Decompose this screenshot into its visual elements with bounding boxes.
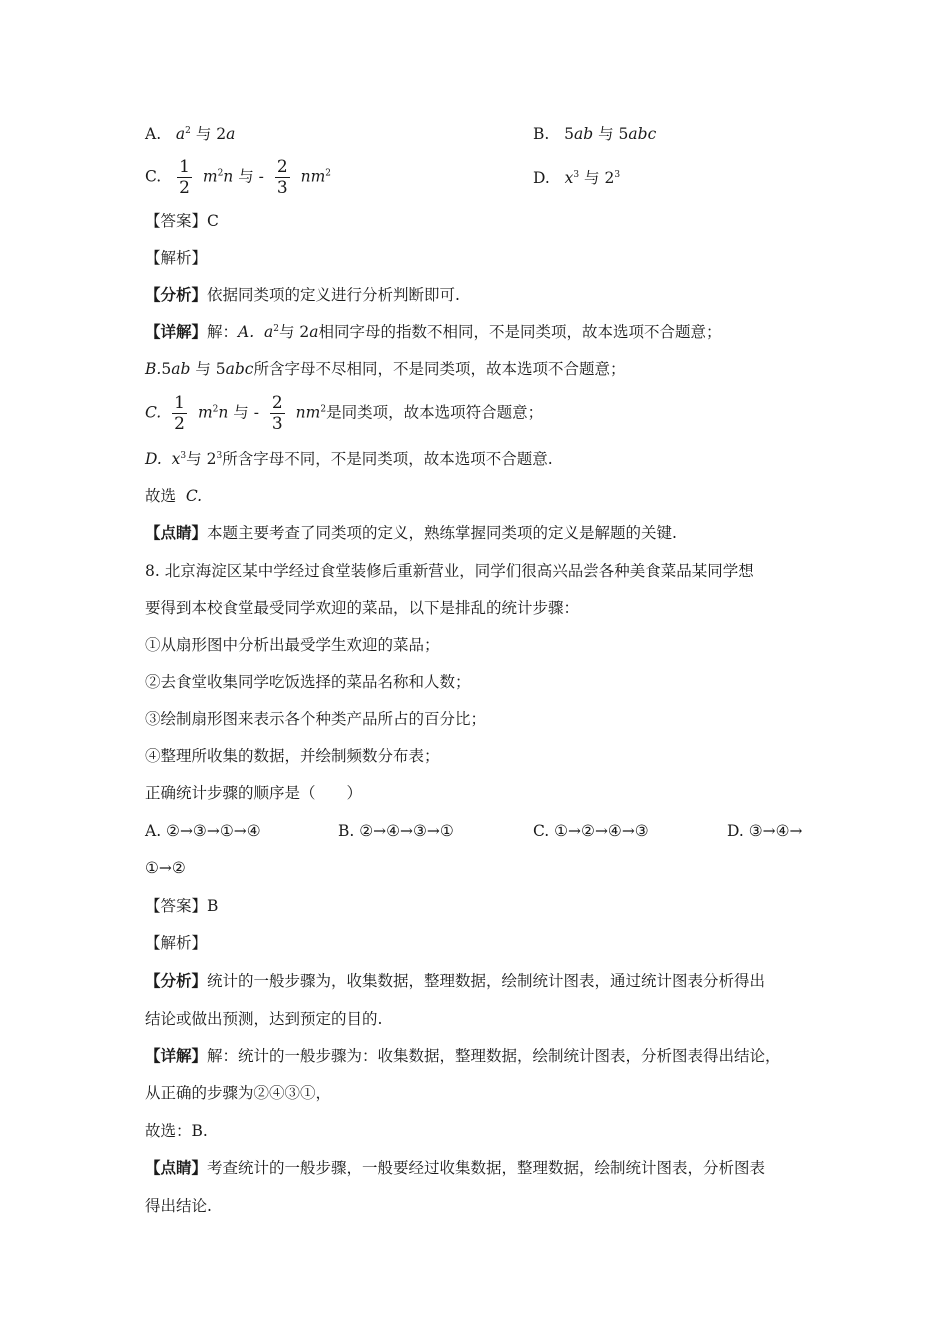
q8-option-a: A. ②→③→①→④ [145, 822, 261, 840]
q8-step-3: ③绘制扇形图来表示各个种类产品所占的百分比； [145, 710, 487, 728]
q7-explain-d: D. $x^3$与 $2^3$所含字母不同，不是同类项，故本选项不合题意. [145, 450, 553, 468]
fraction-one-half: $\frac{1}{2}$ [179, 157, 190, 198]
fraction-two-thirds: $\frac{2}{3}$ [276, 157, 288, 198]
q7-explain-b: B.5ab 与 5abc所含字母不尽相同，不是同类项，故本选项不合题意； [145, 360, 626, 378]
q8-xiangjie-line2: 从正确的步骤为②④③①， [145, 1084, 332, 1102]
q7-jiexi: 【解析】 [145, 249, 208, 267]
q8-option-d: D. ③→④→ [727, 822, 803, 840]
q7-fenxi: 【分析】依据同类项的定义进行分析判断即可. [145, 285, 460, 304]
q8-stem-line2: 要得到本校食堂最受同学欢迎的菜品，以下是排乱的统计步骤： [145, 599, 580, 617]
q8-dianjing-line1: 【点睛】考查统计的一般步骤，一般要经过收集数据，整理数据，绘制统计图表，分析图表 [145, 1158, 766, 1177]
q7-dianjing: 【点睛】本题主要考查了同类项的定义，熟练掌握同类项的定义是解题的关键. [145, 523, 677, 542]
q7-option-b: B. 5ab 与 5abc [533, 125, 657, 143]
q8-xiangjie-line1: 【详解】解：统计的一般步骤为：收集数据，整理数据，绘制统计图表，分析图表得出结论， [145, 1046, 781, 1065]
q7-xiangjie: 【详解】解：A. $a^2$与 2a相同字母的指数不相同，不是同类项，故本选项不合题意； [145, 322, 722, 341]
q7-option-c: C. $\frac{1}{2}$ $m^2n$ 与 - $\frac{2}{3}$ $nm^2$ [145, 157, 332, 198]
q8-step-2: ②去食堂收集同学吃饭选择的菜品名称和人数； [145, 673, 471, 691]
q8-option-b: B. ②→④→③→① [338, 822, 454, 840]
q8-fenxi-line2: 结论或做出预测，达到预定的目的. [145, 1010, 383, 1028]
q8-dianjing-line2: 得出结论. [145, 1197, 212, 1215]
q8-option-d-cont: ①→② [145, 859, 186, 877]
q8-step-1: ①从扇形图中分析出最受学生欢迎的菜品； [145, 636, 440, 654]
q8-fenxi-line1: 【分析】统计的一般步骤为，收集数据，整理数据，绘制统计图表，通过统计图表分析得出 [145, 971, 766, 990]
q7-option-a: A. $a^2$ 与 2a [145, 125, 236, 143]
q7-answer: 【答案】C [145, 212, 219, 230]
q8-jiexi: 【解析】 [145, 934, 208, 952]
q8-step-4: ④整理所收集的数据，并绘制频数分布表； [145, 747, 440, 765]
q7-guxuan: 故选 C. [145, 487, 203, 505]
q8-question: 正确统计步骤的顺序是（ ） [145, 784, 363, 802]
q8-guxuan: 故选：B. [145, 1122, 208, 1140]
q8-option-c: C. ①→②→④→③ [533, 822, 649, 840]
q7-explain-c: C. $\frac{1}{2}$ $m^2n$ 与 - $\frac{2}{3}$ $nm^2$是同类项，故本选项符合题意； [145, 393, 544, 434]
q7-option-d: D. $x^3$ 与 $2^3$ [533, 169, 621, 187]
q8-stem-line1: 8. 北京海淀区某中学经过食堂装修后重新营业，同学们很高兴品尝各种美食菜品某同学想 [145, 562, 754, 580]
q8-answer: 【答案】B [145, 897, 219, 915]
